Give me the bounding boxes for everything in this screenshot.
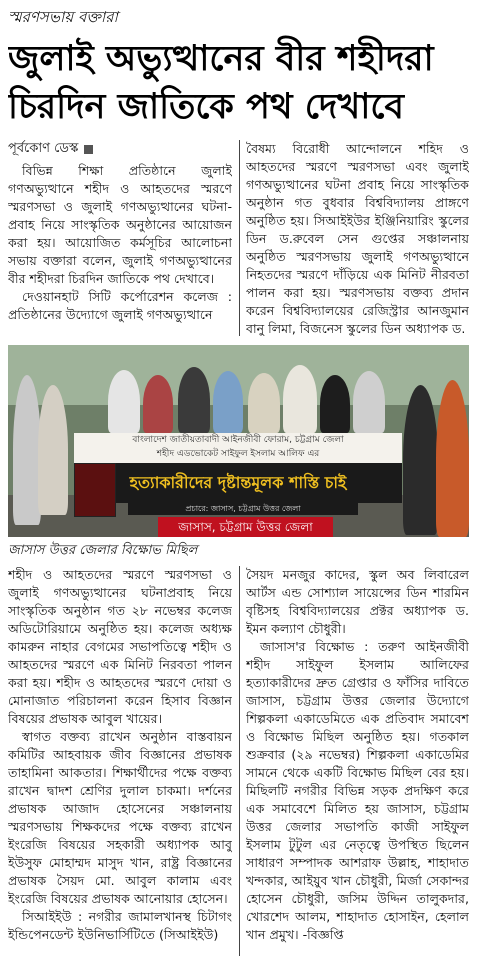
- person: [353, 371, 385, 433]
- paragraph: দেওয়ানহাট সিটি কর্পোরেশন কলেজ : প্রতিষ্ঠানের উদ্যোগে জুলাই গণঅভ্যুত্থানে: [8, 289, 232, 322]
- headline-line-2: চিরদিন জাতিকে পথ দেখাবে: [8, 86, 404, 127]
- bottom-right-column: [246, 566, 469, 958]
- person: [38, 385, 68, 515]
- bottom-left-column: [8, 566, 232, 958]
- person: [403, 385, 438, 535]
- banner-top-line-1: বাংলাদেশ জাতীয়তাবাদী আইনজীবী ফোরাম, চট্টগ্রাম জেলা: [132, 435, 344, 445]
- top-right-column: [246, 140, 469, 336]
- news-photo: [8, 345, 469, 537]
- paragraph: সিআইইউ : নগরীর জামালখানস্থ চিটাগং ইন্ডিপেনডেন্ট ইউনিভার্সিটিতে (সিআইইউ): [8, 909, 232, 942]
- person: [213, 371, 243, 433]
- top-left-column: [8, 140, 232, 336]
- person: [108, 370, 140, 433]
- paragraph: বিভিন্ন শিক্ষা প্রতিষ্ঠানে জুলাই গণঅভ্যুত্থানে শহীদ ও আহতদের স্মরণে স্মরণসভা ও জুলাই গণঅভ্যুত্থানের ঘটনা-প্রবাহ নিয়ে সাংস্কৃতিক অনুষ্ঠানের আয়োজন করা হয়। আয়োজিত কর্মসূচির আলোচনা সভায় বক্তারা বলেন, জুলাই গণঅভ্যুত্থানের বীর শহীদরা চিরদিন জাতিকে পথ দেখাবে।: [8, 163, 232, 286]
- byline-marker-icon: [84, 145, 93, 154]
- byline-text: পূর্বকোণ ডেস্ক: [8, 141, 79, 156]
- headline-line-1: জুলাই অভ্যুত্থানের বীর শহীদরা: [8, 38, 434, 79]
- person: [283, 365, 317, 433]
- paragraph: স্বাগত বক্তব্য রাখেন অনুষ্ঠান বাস্তবায়ন কমিটির আহবায়ক জীব বিজ্ঞানের প্রভাষক তাহামিনা আকতার। শিক্ষার্থীদের পক্ষে বক্তব্য রাখেন দ্বাদশ শ্রেণির দুলাল চাকমা। দর্শনের প্রভাষক আজাদ হোসেনের সঞ্চালনায় স্মরণসভায় শিক্ষকদের পক্ষে বক্তব্য রাখেন ইংরেজি বিষয়ের সহকারী অধ্যাপক আবু ইউসুফ মোহাম্মদ মাসুদ খান, রাষ্ট্র বিজ্ঞানের প্রভাষক সৈয়দ মো. আবুল কালাম এবং ইংরেজি বিষয়ের প্রভাষক আনোয়ার হোসেন।: [8, 729, 232, 906]
- paragraph: বৈষম্য বিরোধী আন্দোলনে শহিদ ও আহতদের স্মরণে স্মরণসভা এবং জুলাই গণঅভ্যুত্থানের ঘটনা প্রবাহ নিয়ে সাংস্কৃতিক অনুষ্ঠান গত বুধবার বিশ্ববিদ্যালয় প্রাঙ্গণে অনুষ্ঠিত হয়। সিআইইউর ইঞ্জিনিয়ারিং স্কুলের ডিন ড.রুবেল সেন গুপ্তের সঞ্চালনায় অনুষ্ঠিত স্মরণসভায় জুলাই গণঅভ্যুত্থানে নিহতদের স্মরণে দাঁড়িয়ে এক মিনিট নীরবতা পালন করা হয়। স্মরণসভায় বক্তব্য প্রদান করেন বিশ্ববিদ্যালয়ের রেজিস্ট্রার আনজুমান বানু লিমা, বিজনেস স্কুলের ডিন অধ্যাপক ড.: [246, 141, 469, 336]
- person: [13, 375, 41, 525]
- banner-top: [74, 433, 402, 463]
- paragraph: শহীদ ও আহতদের স্মরণে স্মরণসভা ও জুলাই গণঅভ্যুত্থানের ঘটনাপ্রবাহ নিয়ে সাংস্কৃতিক অনুষ্ঠান গত ২৮ নভেম্বর কলেজ অডিটোরিয়ামে অনুষ্ঠিত হয়। কলেজ অধ্যক্ষ কামরুন নাহার বেগমের সভাপতিত্বে শহীদ ও আহতদের স্মরণে এক মিনিট নিরবতা পালন করা হয়। শহীদ ও আহতদের স্মরণে দোয়া ও মোনাজাত পরিচালনা করেন হিসাব বিজ্ঞান বিষয়ের প্রভাষক আবুল খায়ের।: [8, 567, 232, 726]
- person: [320, 375, 350, 433]
- banner-top-line-2: শহীদ এডভোকেট সাইফুল ইসলাম আলিফ এর: [156, 449, 320, 459]
- person: [143, 375, 173, 433]
- person: [178, 367, 210, 433]
- banner-org: জাসাস, চট্টগ্রাম উত্তর জেলা: [158, 517, 333, 537]
- photo-caption: জাসাস উত্তর জেলার বিক্ষোভ মিছিল: [8, 543, 198, 558]
- column-divider-top: [239, 140, 240, 336]
- person: [248, 373, 280, 433]
- banner-main: হত্যাকারীদের দৃষ্টান্তমূলক শাস্তি চাই: [74, 463, 402, 503]
- paragraph: সৈয়দ মনজুর কাদের, স্কুল অব লিবারেল আর্টস এন্ড সোশ্যাল সায়েন্সের ডিন শারমিন বৃষ্টিসহ বিশ্ববিদ্যালয়ের প্রক্টর অধ্যাপক ড. ইমন কল্যাণ চৌধুরী।: [246, 567, 469, 636]
- byline: [8, 140, 232, 158]
- person: [436, 380, 469, 537]
- paragraph: জাসাস'র বিক্ষোভ : তরুণ আইনজীবী শহীদ সাইফুল ইসলাম আলিফের হত্যাকারীদের দ্রুত গ্রেপ্তার ও ফাঁসির দাবিতে জাসাস, চট্টগ্রাম উত্তর জেলার উদ্যোগে শিল্পকলা একাডেমিতে এক প্রতিবাদ সমাবেশ ও বিক্ষোভ মিছিল অনুষ্ঠিত হয়। গতকাল শুক্রবার (২৯ নভেম্বর) শিল্পকলা একাডেমির সামনে থেকে একটি বিক্ষোভ মিছিল বের হয়। মিছিলটি নগরীর বিভিন্ন সড়ক প্রদক্ষিণ করে এক সমাবেশে মিলিত হয় জাসাস, চট্টগ্রাম উত্তর জেলার সভাপতি কাজী সাইফুল ইসলাম টুটুল এর নেতৃত্বে উপস্থিত ছিলেন সাধারণ সম্পাদক আশরাফ উল্লাহ, শাহাদাত খন্দকার, আইয়ুব খান চৌধুরী, মির্জা সেকান্দর হোসেন চৌধুরী, জসিম উদ্দিন তালুকদার, খোরশেদ আলম, শাহাদাত হোসাইন, হেলাল খান প্রমুখ। -বিজ্ঞপ্তি: [246, 639, 469, 942]
- column-divider-bottom: [239, 566, 240, 956]
- kicker: স্মরণসভায় বক্তারা: [8, 8, 118, 26]
- banner-portrait: [74, 463, 116, 517]
- banner-sub: প্রচারে: জাসাস, চট্টগ্রাম উত্তর জেলা: [128, 503, 358, 515]
